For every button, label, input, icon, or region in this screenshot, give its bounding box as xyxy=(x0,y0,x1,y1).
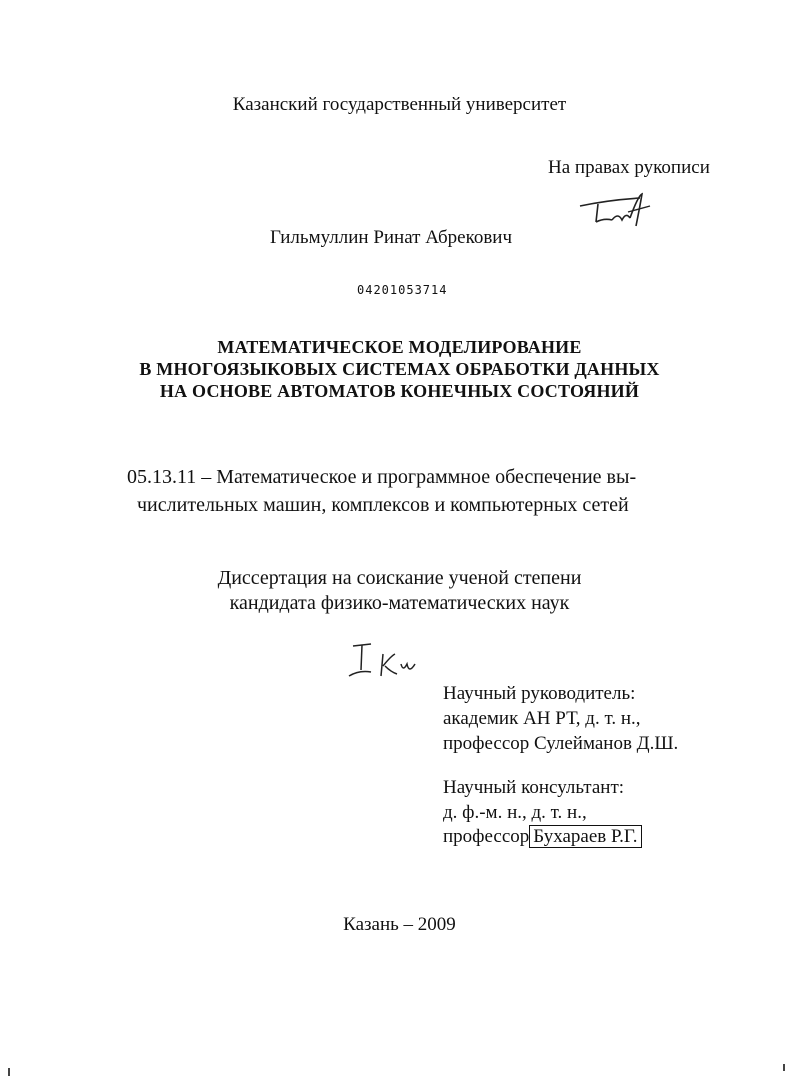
consultant-label: Научный консультант: xyxy=(443,777,625,798)
registration-number: 04201053714 xyxy=(357,283,448,297)
specialty-line-2: числительных машин, комплексов и компьютерных сетей xyxy=(137,494,629,516)
scan-speck xyxy=(8,1068,10,1076)
author-signature xyxy=(578,192,658,232)
supervisor-credentials: академик АН РТ, д. т. н., xyxy=(443,708,641,729)
author-name: Гильмуллин Ринат Абрекович xyxy=(270,227,513,248)
supervisor-label: Научный руководитель: xyxy=(443,683,636,704)
consultant-credentials: д. ф.-м. н., д. т. н., xyxy=(443,802,587,823)
consultant-name-line xyxy=(443,826,642,848)
supervisor-name: профессор Сулейманов Д.Ш. xyxy=(443,733,679,754)
specialty-line-1: 05.13.11 – Математическое и программное обеспечение вы- xyxy=(127,466,637,488)
city-year: Казань – 2009 xyxy=(343,914,456,935)
degree-line-1: Диссертация на соискание ученой степени xyxy=(217,567,582,589)
title-line-2: В МНОГОЯЗЫКОВЫХ СИСТЕМАХ ОБРАБОТКИ ДАННЫХ xyxy=(139,359,660,379)
title-line-1: МАТЕМАТИЧЕСКОЕ МОДЕЛИРОВАНИЕ xyxy=(217,337,582,357)
title-line-3: НА ОСНОВЕ АВТОМАТОВ КОНЕЧНЫХ СОСТОЯНИЙ xyxy=(159,381,640,401)
consultant-prefix: профессор xyxy=(443,826,530,847)
scan-speck xyxy=(783,1064,785,1071)
handwritten-mark xyxy=(345,640,425,682)
manuscript-note: На правах рукописи xyxy=(548,157,710,178)
university-name: Казанский государственный университет xyxy=(232,94,567,115)
consultant-name-boxed: Бухараев Р.Г. xyxy=(529,825,641,848)
degree-line-2: кандидата физико-математических наук xyxy=(229,592,570,614)
